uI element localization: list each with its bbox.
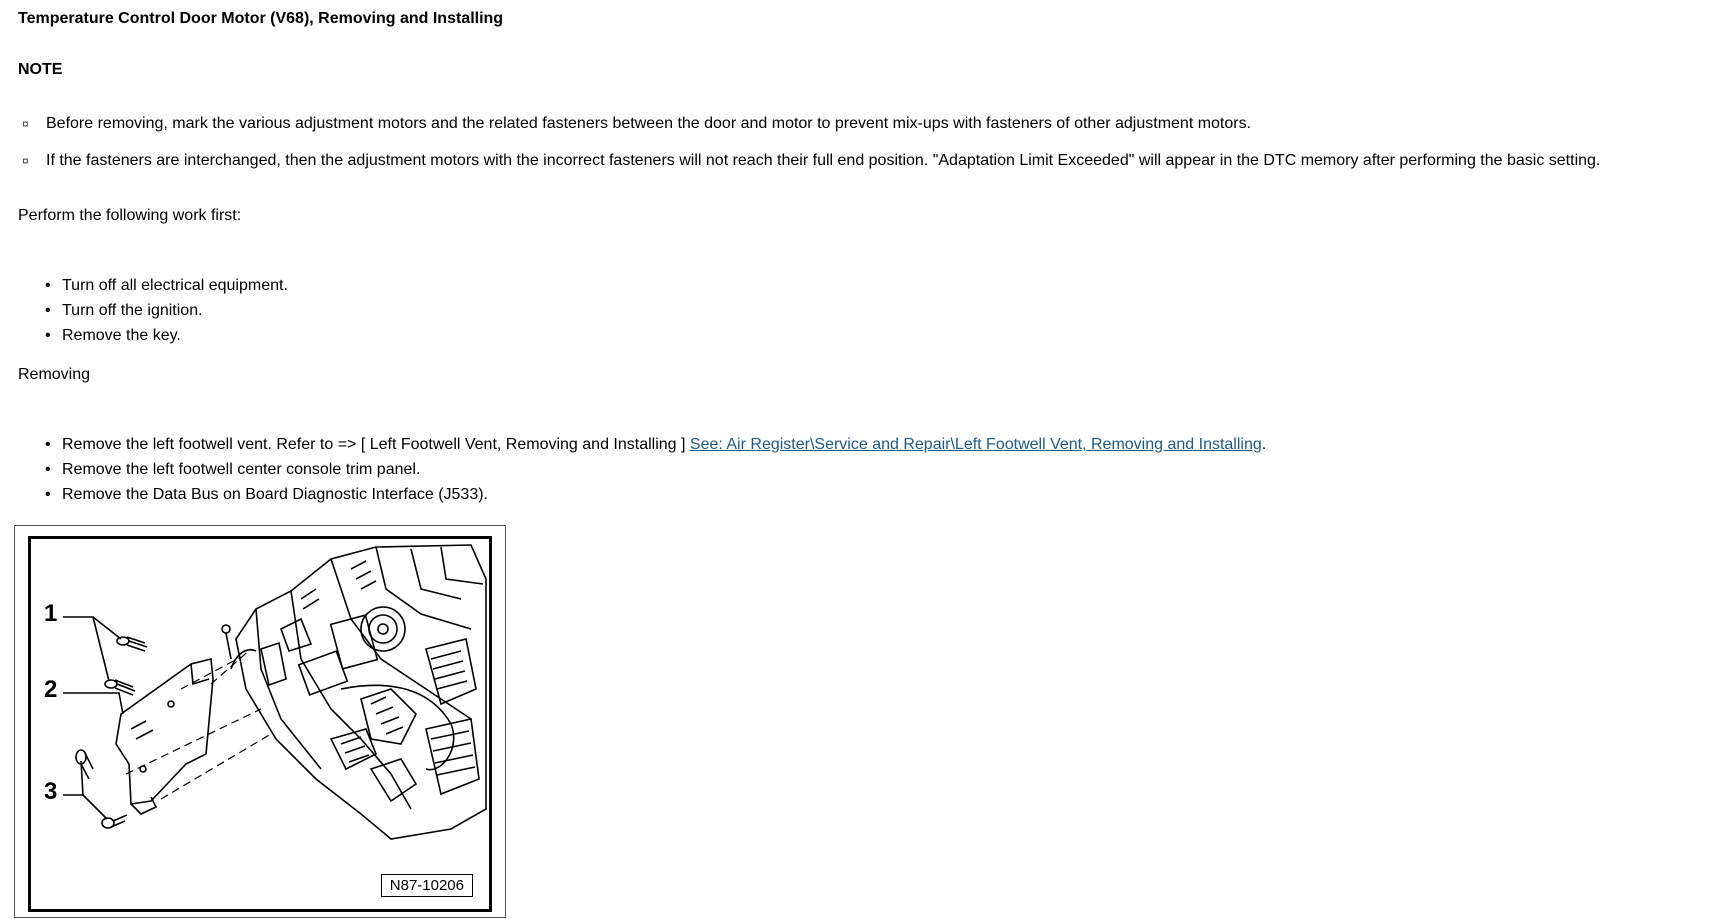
- housing-outline: [236, 545, 486, 839]
- page-title: Temperature Control Door Motor (V68), Removing and Installing: [18, 10, 504, 27]
- note-marker-icon: ¤: [22, 154, 29, 168]
- figure-frame: [14, 525, 506, 918]
- removing-list: [18, 432, 1266, 507]
- figure-id: N87-10206: [381, 874, 473, 897]
- list-item: [62, 432, 1266, 457]
- note-item: [22, 152, 1600, 170]
- list-item: • Remove the Data Bus on Board Diagnostic Interface (J533).: [62, 482, 1266, 507]
- step-end: .: [1261, 436, 1267, 453]
- callout-3: 3: [44, 778, 58, 805]
- note-item: [22, 115, 1251, 133]
- note-text: Before removing, mark the various adjustment motors and the related fasteners between the door and motor to prevent mix-ups with fasteners of other adjustment motors.: [46, 115, 1252, 132]
- step-text: Remove the left footwell vent. Refer to => [ Left Footwell Vent, Removing and Installing ]: [62, 436, 686, 453]
- screw-icon: [117, 637, 147, 651]
- heater-box-drawing: [31, 539, 489, 909]
- removing-heading: Removing: [18, 366, 91, 383]
- prework-list: [18, 273, 288, 348]
- motor-bracket: [116, 659, 213, 804]
- left-footwell-vent-link[interactable]: See: Air Register\Service and Repair\Left Footwell Vent, Removing and Installing: [689, 436, 1262, 453]
- screw-icon: [76, 750, 93, 779]
- note-marker-icon: ¤: [22, 117, 29, 131]
- prework-heading: Perform the following work first:: [18, 207, 242, 224]
- list-item: • Remove the key.: [62, 323, 288, 348]
- note-heading: NOTE: [18, 61, 63, 78]
- list-item: • Turn off all electrical equipment.: [62, 273, 288, 298]
- callout-2: 2: [44, 676, 58, 703]
- list-item: • Remove the left footwell center console trim panel.: [62, 457, 1266, 482]
- list-item: • Turn off the ignition.: [62, 298, 288, 323]
- figure-illustration: [28, 536, 492, 912]
- callout-1: 1: [44, 600, 58, 627]
- note-text: If the fasteners are interchanged, then the adjustment motors with the incorrect fasteners will not reach their full end position. "Adaptation Limit Exceeded" will appear in the DTC memory after performing the basic setting.: [46, 152, 1601, 169]
